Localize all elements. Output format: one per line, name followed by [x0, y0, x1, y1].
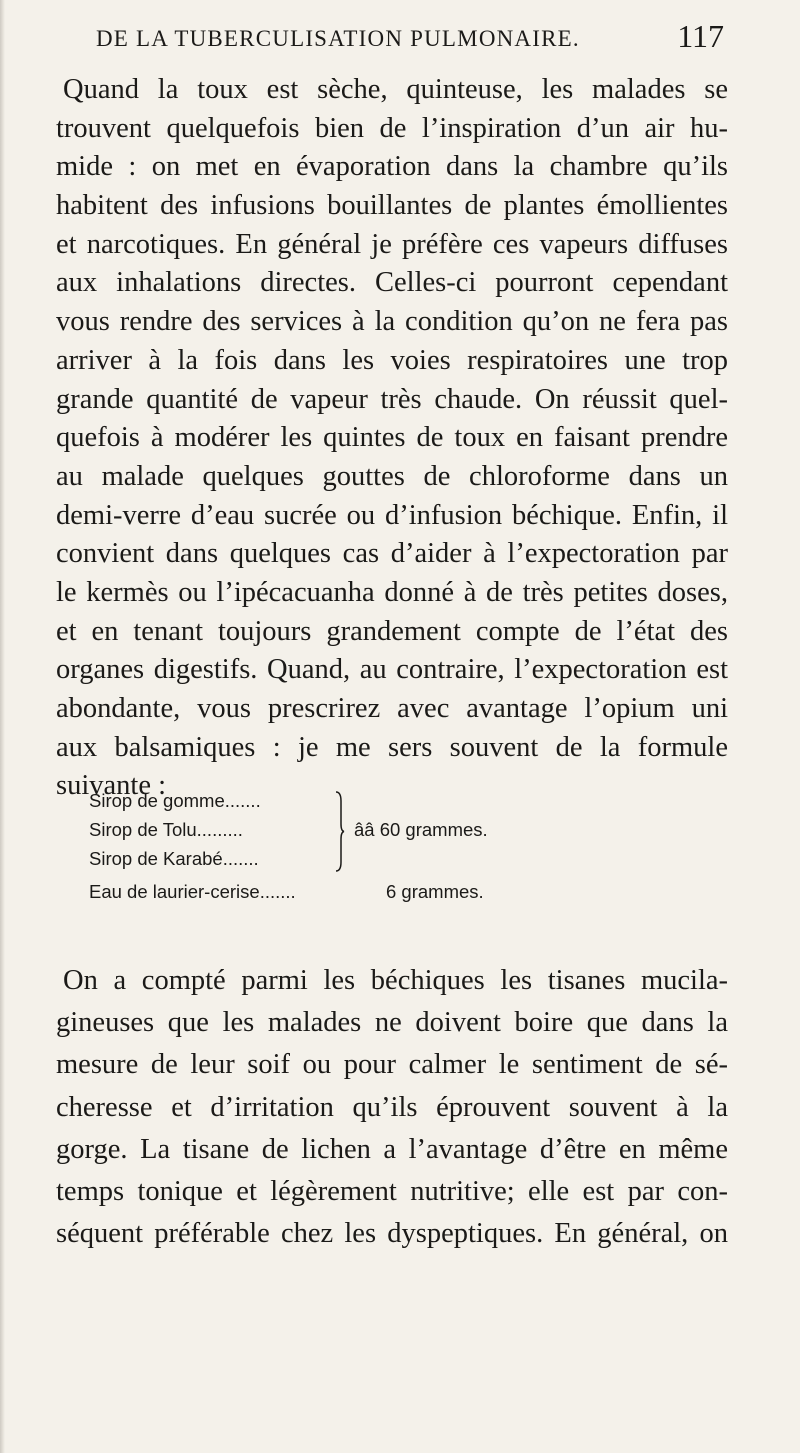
text-line: séquent préférable chez les dyspeptiques. En général, on: [56, 1218, 728, 1250]
formula-ingredient: Sirop de Karabé.......: [89, 848, 259, 869]
text-line: temps tonique et légèrement nutritive; elle est par con-: [56, 1175, 728, 1207]
text-line: arriver à la fois dans les voies respiratoires une trop: [56, 344, 728, 376]
prescription-formula: [89, 787, 709, 937]
text-line: On a compté parmi les béchiques les tisanes mucila-: [63, 965, 728, 996]
text-line: trouvent quelquefois bien de l’inspiration d’un air hu-: [56, 112, 728, 144]
ingredient-dose: 6 grammes.: [386, 881, 484, 902]
page-header: [96, 18, 724, 58]
text-line: gorge. La tisane de lichen a l’avantage d’être en même: [56, 1133, 728, 1165]
text-line: gineuses que les malades ne doivent boire que dans la: [56, 1007, 728, 1039]
text-line: habitent des infusions bouillantes de plantes émollientes: [56, 190, 728, 222]
formula-ingredient: Eau de laurier-cerise.......: [89, 881, 296, 902]
running-head: DE LA TUBERCULISATION PULMONAIRE.: [96, 26, 580, 51]
text-line: demi-verre d’eau sucrée ou d’infusion béchique. Enfin, il: [56, 499, 728, 531]
paragraph-2: [56, 960, 728, 1255]
grouping-brace: [335, 791, 345, 872]
page-number: 117: [677, 18, 724, 54]
formula-ingredient: Sirop de Tolu.........: [89, 819, 243, 840]
text-line: vous rendre des services à la condition qu’on ne fera pas: [56, 306, 728, 338]
text-line: abondante, vous prescrirez avec avantage l’opium uni: [56, 693, 728, 724]
shared-dose: ââ 60 grammes.: [354, 819, 488, 840]
page-edge: [0, 0, 5, 1453]
text-line: grande quantité de vapeur très chaude. On réussit quel-: [56, 383, 728, 415]
text-line: aux inhalations directes. Celles-ci pourront cependant: [56, 267, 728, 299]
text-line: et narcotiques. En général je préfère ces vapeurs diffuses: [56, 228, 728, 260]
paragraph-1: [56, 71, 728, 806]
text-line: organes digestifs. Quand, au contraire, l’expectoration est: [56, 654, 728, 686]
text-line: et en tenant toujours grandement compte de l’état des: [56, 615, 728, 647]
text-line: aux balsamiques : je me sers souvent de la formule: [56, 731, 728, 763]
text-line: suivante :: [56, 770, 167, 802]
text-line: convient dans quelques cas d’aider à l’expectoration par: [56, 538, 728, 570]
text-line: quefois à modérer les quintes de toux en faisant prendre: [56, 422, 728, 454]
text-line: mesure de leur soif ou pour calmer le sentiment de sé-: [56, 1049, 728, 1081]
formula-ingredient: Sirop de gomme.......: [89, 790, 261, 811]
text-line: mide : on met en évaporation dans la chambre qu’ils: [56, 151, 728, 183]
text-line: le kermès ou l’ipécacuanha donné à de très petites doses,: [56, 576, 728, 608]
text-line: Quand la toux est sèche, quinteuse, les malades se: [63, 74, 728, 105]
text-line: au malade quelques gouttes de chloroforme dans un: [56, 460, 728, 492]
text-line: cheresse et d’irritation qu’ils éprouvent souvent à la: [56, 1091, 728, 1123]
